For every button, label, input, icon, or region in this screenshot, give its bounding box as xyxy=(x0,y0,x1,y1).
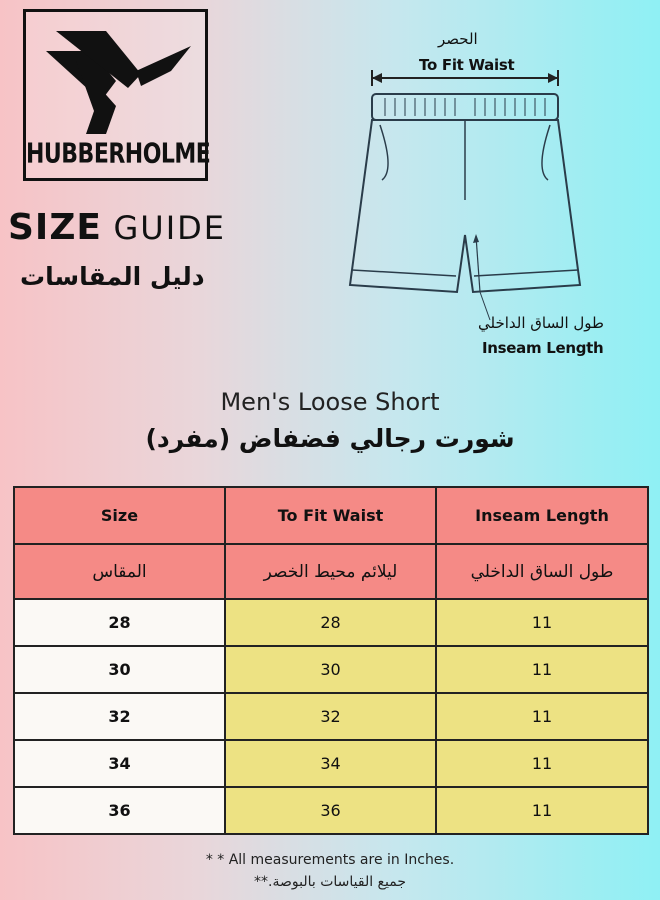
header-inseam: Inseam Length xyxy=(436,487,648,544)
table-header-row-ar xyxy=(14,544,648,599)
table-row xyxy=(14,787,648,834)
waist-cell: 28 xyxy=(225,599,436,646)
inseam-label: Inseam Length xyxy=(482,339,604,357)
header-waist-ar: ليلائم محيط الخصر xyxy=(225,544,436,599)
size-cell: 36 xyxy=(14,787,225,834)
inseam-cell: 11 xyxy=(436,740,648,787)
header-waist: To Fit Waist xyxy=(225,487,436,544)
table-row xyxy=(14,693,648,740)
product-name-ar: شورت رجالي فضفاض (مفرد) xyxy=(145,424,515,453)
size-guide-word2: GUIDE xyxy=(113,209,226,247)
waist-label: To Fit Waist xyxy=(419,56,515,74)
waist-cell: 36 xyxy=(225,787,436,834)
waist-label-ar: الحصر xyxy=(438,30,478,48)
size-cell: 32 xyxy=(14,693,225,740)
size-cell: 34 xyxy=(14,740,225,787)
header-size: Size xyxy=(14,487,225,544)
size-guide-word1: SIZE xyxy=(8,207,103,248)
header-size-ar: المقاس xyxy=(14,544,225,599)
size-cell: 30 xyxy=(14,646,225,693)
inseam-label-ar: طول الساق الداخلي xyxy=(478,314,604,332)
inseam-cell: 11 xyxy=(436,599,648,646)
table-header-row xyxy=(14,487,648,544)
table-row xyxy=(14,646,648,693)
size-guide-title-ar: دليل المقاسات xyxy=(20,262,205,291)
waist-cell: 32 xyxy=(225,693,436,740)
measurement-note-ar: جميع القياسات بالبوصة.** xyxy=(254,874,406,890)
inseam-cell: 11 xyxy=(436,787,648,834)
brand-logo xyxy=(23,9,211,181)
table-row xyxy=(14,740,648,787)
header-inseam-ar: طول الساق الداخلي xyxy=(436,544,648,599)
brand-name: HUBBERHOLME xyxy=(26,138,211,171)
size-guide-title xyxy=(8,207,226,248)
inseam-cell: 11 xyxy=(436,693,648,740)
bird-logo-icon xyxy=(46,26,191,136)
measurement-note: * * All measurements are in Inches. xyxy=(205,852,455,868)
waist-cell: 30 xyxy=(225,646,436,693)
size-cell: 28 xyxy=(14,599,225,646)
waist-cell: 34 xyxy=(225,740,436,787)
product-name: Men's Loose Short xyxy=(220,388,440,416)
table-row xyxy=(14,599,648,646)
size-table xyxy=(13,486,649,835)
inseam-cell: 11 xyxy=(436,646,648,693)
